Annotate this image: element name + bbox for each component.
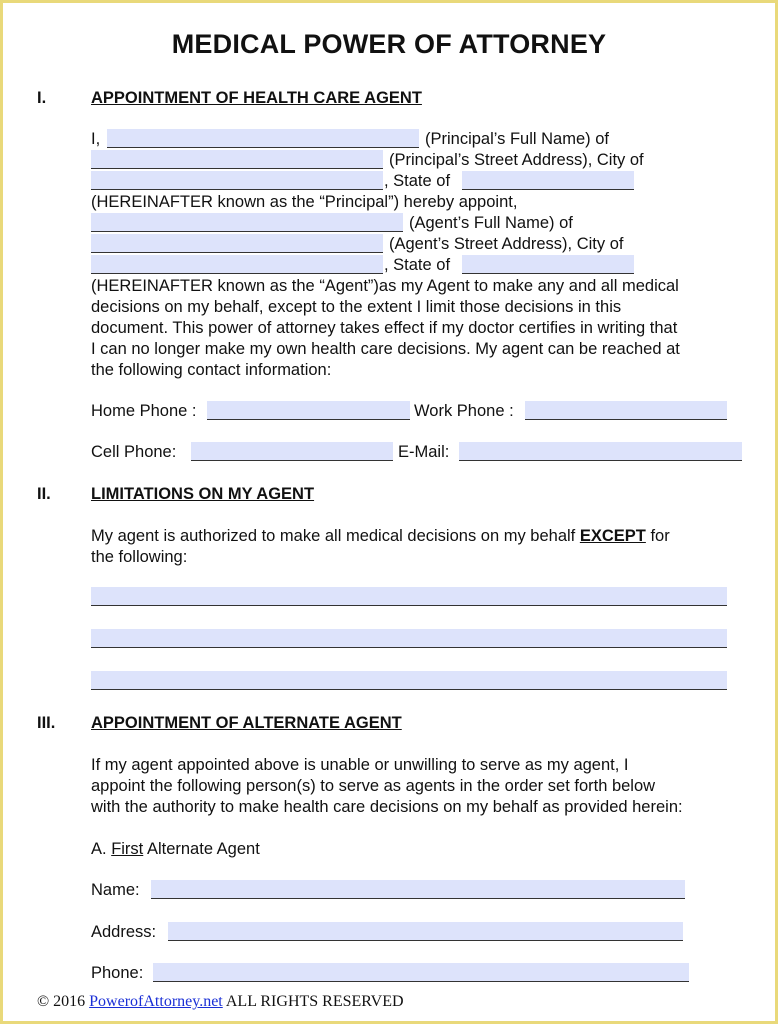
limitations-field-1[interactable] (91, 587, 727, 606)
section-3-para-line-1: If my agent appointed above is unable or unwilling to serve as my agent, I (91, 756, 629, 774)
principal-state-label: , State of (384, 172, 451, 190)
section-3-number: III. (37, 714, 56, 732)
section-1-para-line-4: the following contact information: (91, 361, 332, 379)
agent-city-field[interactable] (91, 255, 383, 274)
alt-name-label: Name: (91, 881, 140, 899)
work-phone-label: Work Phone : (414, 402, 514, 420)
footer (37, 993, 404, 1011)
alt-address-label: Address: (91, 923, 157, 941)
alt-rest: Alternate Agent (146, 840, 260, 858)
section-1-para-line-2: document. This power of attorney takes effect if my doctor certifies in writing that (91, 319, 678, 337)
agent-name-label: (Agent’s Full Name) of (409, 214, 573, 232)
principal-street-label: (Principal’s Street Address), City of (389, 151, 644, 169)
first-alternate-heading (91, 839, 260, 860)
agent-name-field[interactable] (91, 213, 403, 232)
principal-name-field[interactable] (107, 129, 419, 148)
agent-state-field[interactable] (462, 255, 634, 274)
section-2-line-1 (91, 526, 670, 547)
footer-rights: ALL RIGHTS RESERVED (225, 993, 404, 1010)
section-3-heading: APPOINTMENT OF ALTERNATE AGENT (91, 714, 402, 732)
section-2-line-2: the following: (91, 548, 188, 566)
email-label: E-Mail: (398, 443, 450, 461)
section-2-heading: LIMITATIONS ON MY AGENT (91, 485, 315, 503)
footer-link[interactable]: PowerofAttorney.net (89, 993, 223, 1010)
alt-first: First (111, 840, 144, 858)
alt-phone-label: Phone: (91, 964, 144, 982)
section-3-para-line-2: appoint the following person(s) to serve as agents in the order set forth below (91, 777, 656, 795)
document-title: MEDICAL POWER OF ATTORNEY (171, 29, 607, 59)
home-phone-label: Home Phone : (91, 402, 197, 420)
agent-street-field[interactable] (91, 234, 383, 253)
section-2-number: II. (37, 485, 51, 503)
hereinafter-agent-text: (HEREINAFTER known as the “Agent”)as my Agent to make any and all medical (91, 277, 679, 295)
except-emphasis: EXCEPT (579, 527, 646, 545)
alt-address-field[interactable] (168, 922, 683, 941)
principal-street-field[interactable] (91, 150, 383, 169)
agent-street-label: (Agent’s Street Address), City of (389, 235, 624, 253)
home-phone-field[interactable] (207, 401, 410, 420)
cell-phone-label: Cell Phone: (91, 443, 177, 461)
cell-phone-field[interactable] (191, 442, 393, 461)
footer-copyright: © 2016 (37, 993, 86, 1010)
alt-phone-field[interactable] (153, 963, 689, 982)
alt-prefix: A. (91, 840, 107, 858)
agent-state-label: , State of (384, 256, 451, 274)
principal-city-field[interactable] (91, 171, 383, 190)
limitations-field-2[interactable] (91, 629, 727, 648)
alt-name-field[interactable] (151, 880, 685, 899)
section-1-para-line-1: decisions on my behalf, except to the extent I limit those decisions in this (91, 298, 622, 316)
section-1-number: I. (37, 89, 47, 107)
section-1-para-line-3: I can no longer make my own health care decisions. My agent can be reached at (91, 340, 680, 358)
work-phone-field[interactable] (525, 401, 727, 420)
section-2-line-1-post: for (650, 527, 670, 545)
limitations-field-3[interactable] (91, 671, 727, 690)
section-1-heading: APPOINTMENT OF HEALTH CARE AGENT (91, 89, 422, 107)
email-field[interactable] (459, 442, 742, 461)
principal-state-field[interactable] (462, 171, 634, 190)
section-3-para-line-3: with the authority to make health care decisions on my behalf as provided herein: (91, 798, 683, 816)
hereinafter-principal-text: (HEREINAFTER known as the “Principal”) hereby appoint, (91, 193, 518, 211)
principal-name-label: (Principal’s Full Name) of (425, 130, 609, 148)
section-2-line-1-pre: My agent is authorized to make all medical decisions on my behalf (91, 527, 576, 545)
i-prefix: I, (91, 130, 101, 148)
